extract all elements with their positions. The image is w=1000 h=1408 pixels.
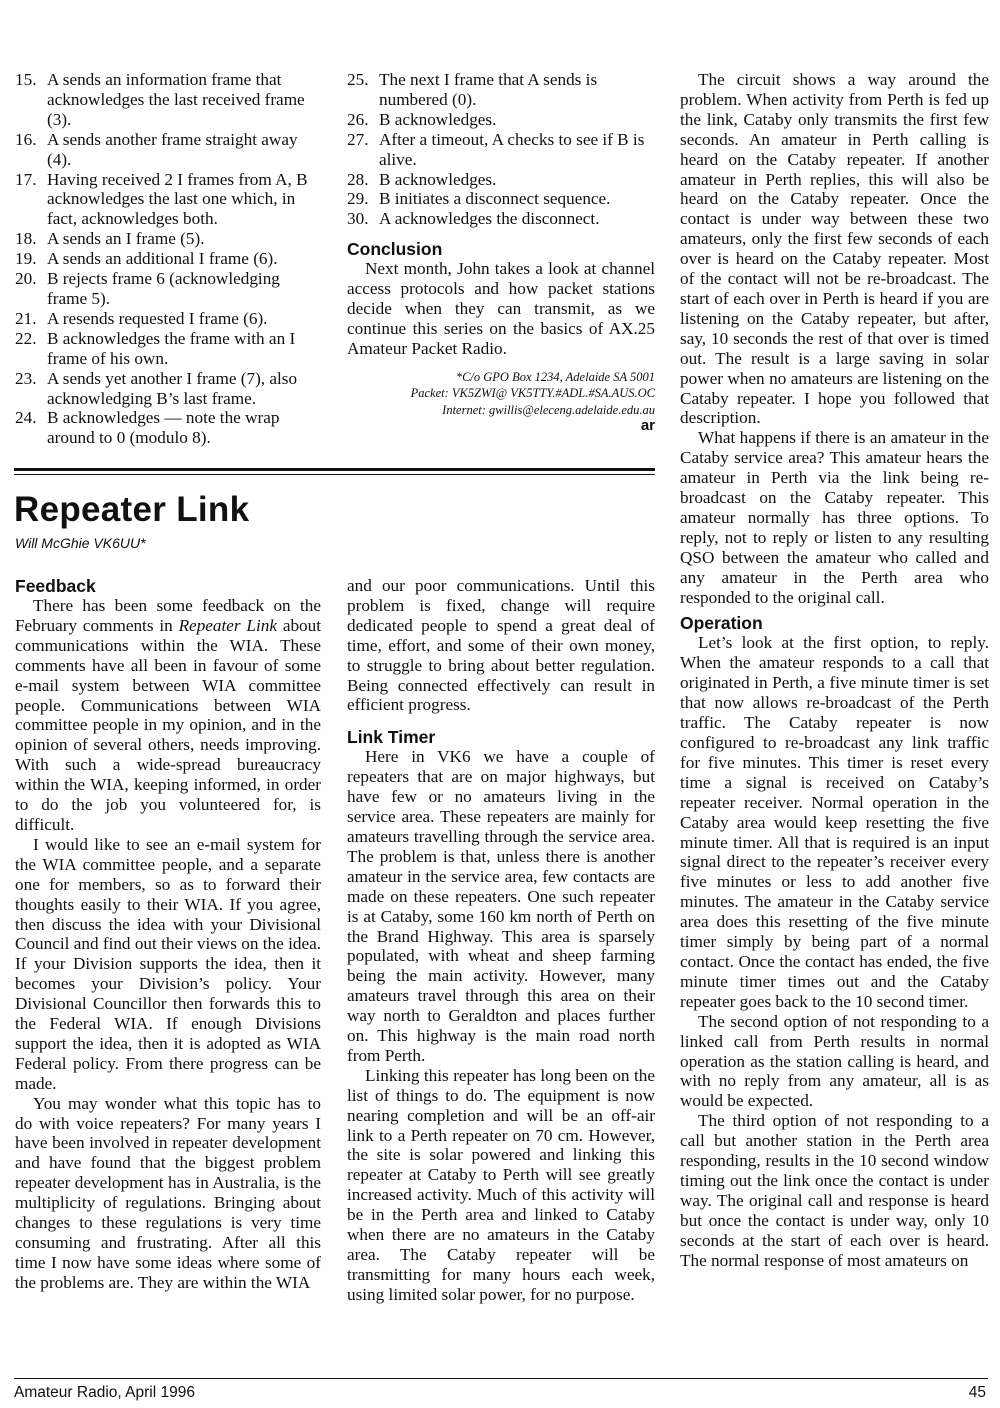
link-timer-paragraph-2: Linking this repeater has long been on the list of things to do. The equipment is now nearing completion and will be an off-air link to a Perth repeater on 70 cm. However, the site is solar powered and linking this repeater at Cataby to Perth will see greatly increased activity. Much of this activity will be in the Perth area and linked to Cataby when there are no amateurs in the Cataby area. The Cataby repeater will be transmitting for many hours each week, using limited solar power, for no purpose.: [347, 1065, 655, 1304]
steps-list-2: [347, 70, 655, 229]
credit-address: *C/o GPO Box 1234, Adelaide SA 5001: [455, 369, 655, 384]
col3-paragraph-2: What happens if there is an amateur in the Cataby service area? This amateur hears the amateur in Perth via the link being re-broadcast on the Cataby repeater. This amateur normally has three options. To reply, not to reply or listen to any resulting QSO between the amateur who called and any amateur in the Perth area who responded to the original call.: [680, 428, 989, 607]
list-item: [15, 408, 320, 448]
operation-paragraph-2: The second option of not responding to a linked call from Perth results in normal operation as the station calling is heard, and with no reply from any amateur, all is as would be expected.: [680, 1011, 989, 1111]
list-item: [15, 249, 320, 269]
step-text: A sends an information frame that acknowledges the last received frame (3).: [47, 70, 305, 129]
list-item: [15, 309, 320, 329]
step-text: B acknowledges.: [379, 109, 497, 129]
link-timer-heading: Link Timer: [347, 727, 436, 748]
list-item: [347, 189, 655, 209]
list-item: [15, 269, 320, 309]
list-item: [15, 329, 320, 369]
feedback-continuation: and our poor communications. Until this problem is fixed, change will require dedicated people to spend a great deal of time, effort, and some of their own money, to struggle to bring about better regulation. Being connected effectively can result in efficient progress.: [347, 576, 655, 715]
steps-list-1: [15, 70, 320, 448]
list-item: [15, 70, 320, 130]
step-text: B rejects frame 6 (acknowledging frame 5).: [47, 269, 280, 308]
list-item: [347, 70, 655, 110]
step-text: B initiates a disconnect sequence.: [379, 189, 611, 209]
step-number: 15.: [15, 70, 37, 89]
step-number: 19.: [15, 249, 37, 269]
step-text: Having received 2 I frames from A, B acknowledges the last one which, in fact, acknowledges both.: [47, 169, 308, 229]
step-number: 16.: [15, 129, 37, 149]
list-item: [347, 130, 655, 170]
column-name-emphasis: Repeater Link: [178, 615, 277, 635]
link-timer-paragraph-1: Here in VK6 we have a couple of repeaters that are on major highways, but have few or no amateurs living in the service area. These repeaters are mainly for amateurs travelling through the service area. The problem is that, unless there is another amateur in the service area, few contacts are made on these repeaters. One such repeater is at Cataby, some 160 km north of Perth on the Brand Highway. This area is sparsely populated, with wheat and sheep farming being the main activity. However, many amateurs travel through this area on their way north to Geraldton and places further on. This highway is the main road north from Perth.: [347, 747, 655, 1065]
step-text: A sends another frame straight away (4).: [47, 129, 298, 169]
conclusion-heading: Conclusion: [347, 239, 443, 260]
credit-internet: Internet: gwillis@eleceng.adelaide.edu.au: [442, 402, 655, 417]
step-text: A resends requested I frame (6).: [47, 308, 268, 328]
list-item: [15, 130, 320, 170]
list-item: [347, 170, 655, 190]
end-mark: ar: [640, 417, 655, 435]
step-number: 28.: [347, 169, 369, 189]
steps-column-2: [347, 70, 655, 434]
conclusion-text: Next month, John takes a look at channel access protocols and how packet stations decide when they can transmit, as we continue this series on the basics of AX.25 Amateur Packet Radio.: [347, 259, 655, 358]
step-text: After a timeout, A checks to see if B is alive.: [379, 129, 645, 169]
list-item: [15, 170, 320, 230]
step-text: The next I frame that A sends is numbered (0).: [379, 70, 598, 109]
step-number: 23.: [15, 368, 37, 388]
col3-paragraph-1: The circuit shows a way around the problem. When activity from Perth is fed up the link, Cataby only transmits the first few seconds. An amateur in Perth calling is heard on the Cataby repeater. If another amateur in Perth replies, this will also be heard on the Cataby repeater. Once the contact is under way between these two amateurs, only the first few seconds of each over is heard on the Cataby repeater. Most of the contact will not be re-broadcast. The start of each over in Perth is heard if you are listening on the Cataby repeater, but after, say, 10 seconds the rest of that over is timed out. The result is a large saving in solar power when no amateurs are listening on the Cataby repeater. I hope you followed that description.: [680, 70, 989, 428]
step-number: 17.: [15, 169, 37, 189]
column-3: [680, 70, 989, 1270]
step-number: 30.: [347, 209, 369, 229]
step-number: 29.: [347, 189, 369, 209]
step-text: A sends an I frame (5).: [47, 229, 205, 249]
step-number: 18.: [15, 229, 37, 249]
article-byline: Will McGhie VK6UU*: [15, 535, 146, 551]
footer-page-number: 45: [968, 1384, 986, 1401]
step-number: 21.: [15, 308, 37, 328]
list-item: [15, 229, 320, 249]
step-text: A sends an additional I frame (6).: [47, 249, 278, 269]
step-text: B acknowledges — note the wrap around to 0 (modulo 8).: [47, 408, 280, 448]
footer-rule: [14, 1378, 988, 1379]
step-number: 26.: [347, 109, 369, 129]
operation-paragraph-1: Let’s look at the first option, to reply. When the amateur responds to a call that originated in Perth, a five minute timer is set that now allows re-broadcast of the Perth traffic. The Cataby repeater is now configured to re-broadcast any link traffic for five minutes. This timer is reset every time a signal is received on Cataby’s repeater receiver. Normal operation in the Cataby area would keep resetting the five minute timer. All that is required is an input signal direct to the repeater’s receiver every five minutes or less to add another five minutes. The amateur in the Cataby service area does this resetting of the five minute timer simply by being part of a normal contact. Once the contact has ended, the five minute timer times out and the Cataby repeater goes back to the 10 second timer.: [680, 633, 989, 1011]
step-text: B acknowledges the frame with an I frame of his own.: [47, 328, 296, 368]
step-text: B acknowledges.: [379, 169, 497, 189]
step-number: 20.: [15, 269, 37, 289]
step-number: 27.: [347, 129, 369, 149]
step-number: 22.: [15, 328, 37, 348]
list-item: [347, 209, 655, 229]
step-number: 25.: [347, 70, 369, 89]
article-column-1: [15, 576, 321, 1293]
author-credits: [347, 369, 655, 419]
list-item: [15, 369, 320, 409]
section-divider-thin: [14, 474, 655, 475]
section-divider-thick: [14, 468, 655, 471]
operation-heading: Operation: [680, 613, 763, 634]
credit-packet: Packet: VK5ZWI@ VK5TTY.#ADL.#SA.AUS.OC: [410, 386, 655, 401]
step-number: 24.: [15, 408, 37, 428]
feedback-paragraph-1: There has been some feedback on the February comments in Repeater Link about communications within the WIA. These comments have all been in favour of some e-mail system between WIA committee people. Communications between WIA committee people in my opinion, and in the opinion of several others, needs improving. With such a wide-spread bureaucracy within the WIA, keeping informed, in order to do the job you volunteered for, is difficult.: [15, 596, 322, 834]
footer-publication: Amateur Radio, April 1996: [14, 1384, 195, 1401]
operation-paragraph-3: The third option of not responding to a call but another station in the Perth area responding, results in the 10 second window timing out the link once the contact is under way. The original call and response is heard but once the contact is under way, only 10 seconds at the start of each over is heard. The normal response of most amateurs on: [680, 1111, 989, 1270]
feedback-heading: Feedback: [15, 576, 96, 596]
steps-column-1: [15, 70, 320, 448]
step-text: A acknowledges the disconnect.: [379, 209, 600, 229]
article-column-2: [347, 576, 655, 1305]
step-text: A sends yet another I frame (7), also acknowledging B’s last frame.: [47, 368, 298, 408]
feedback-paragraph-2: I would like to see an e-mail system for the WIA committee people, and a separate one for members, so as to forward their thoughts easily to their WIA. If you agree, then discuss the idea with your Divisional Council and find out their views on the idea. If your Division supports the idea, then it becomes your Division’s policy. Your Divisional Councillor then forwards this to the Federal WIA. If enough Divisions support the idea, then it is adopted as WIA Federal policy. From there progress can be made.: [15, 834, 321, 1093]
article-title: Repeater Link: [14, 490, 250, 529]
list-item: [347, 110, 655, 130]
feedback-paragraph-3: You may wonder what this topic has to do with voice repeaters? For many years I have been involved in repeater development and have found that the biggest problem repeater development has in Australia, is the multiplicity of regulations. Bringing about changes to these regulations is very time consuming and frustrating. After all this time I now have some ideas where some of the problems are. They are within the WIA: [15, 1093, 321, 1292]
